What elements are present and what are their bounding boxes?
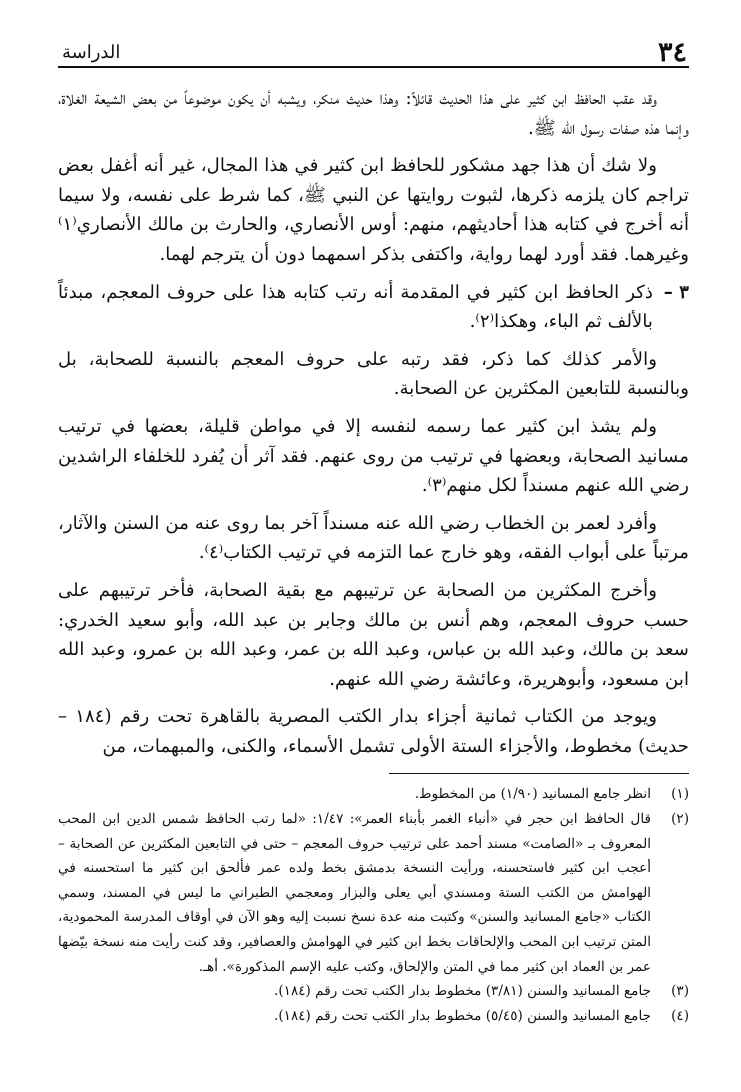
paragraph: ولا شك أن هذا جهد مشكور للحافظ ابن كثير في هذا المجال، غير أنه أغفل بعض تراجم كان يلزمه ذكرها، لثبوت روايتها عن النبي ﷺ، كما شرط على نفسه، ولا سيما أنه أخرج في كتابه هذا أحاديثهم، منهم: أوس الأنصاري، والحارث بن مالك الأنصاري⁽١⁾ وغيرهما. فقد أورد لهما رواية، واكتفى بذكر اسمهما دون أن يترجم لهما. (58, 155, 689, 265)
page-number: ٣٤ (657, 37, 687, 68)
footnote-text: جامع المسانيد والسنن (٣/٨١) مخطوط بدار الكتب تحت رقم (١٨٤). (274, 983, 651, 1000)
footnote-text: انظر جامع المسانيد (١/٩٠) من المخطوط. (414, 786, 651, 803)
footnote-number: (١) (671, 786, 689, 803)
footnote-text: جامع المسانيد والسنن (٥/٤٥) مخطوط بدار الكتب تحت رقم (١٨٤). (274, 1007, 651, 1024)
paragraph: ويوجد من الكتاب ثمانية أجزاء بدار الكتب المصرية بالقاهرة تحت رقم (١٨٤ – حديث) مخطوط، والأجزاء الستة الأولى تشمل الأسماء، والكنى، والمبهمات، من (58, 706, 689, 757)
paragraph: وقد عقب الحافظ ابن كثير على هذا الحديث قائلاً: وهذا حديث منكر، ويشبه أن يكون موضوعاً من بعض الشيعة الغلاة، وإنما هذه صفات رسول الله ﷺ. (58, 88, 689, 139)
book-page (58, 30, 689, 1072)
footnote (58, 1004, 689, 1029)
paragraph: ولم يشذ ابن كثير عما رسمه لنفسه إلا في مواطن قليلة، بعضها في ترتيب مسانيد الصحابة، وبعضها في ترتيب من روى عنهم. فقد آثر أن يُفرد للخلفاء الراشدين رضي الله عنهم مسنداً لكل منهم⁽٣⁾. (58, 415, 689, 497)
main-text (58, 84, 689, 761)
page-header (58, 30, 689, 68)
footnotes (58, 782, 689, 1028)
footnote-number: (٢) (671, 811, 689, 828)
footnote (58, 979, 689, 1004)
item-number: ٣ – (663, 281, 689, 303)
running-title: الدراسة (62, 42, 121, 63)
footnote-divider (389, 773, 689, 774)
paragraph: ذكر الحافظ ابن كثير في المقدمة أنه رتب كتابه هذا على حروف المعجم، مبدئاً بالألف ثم الباء، وهكذا⁽٢⁾. (58, 281, 653, 333)
footnote (58, 782, 689, 807)
footnote-text: قال الحافظ ابن حجر في «أنباء الغمر بأبناء العمر»: ١/٤٧: «لما رتب الحافظ شمس الدين ابن المحب المعروف بـ «الصامت» مسند أحمد على ترتيب حروف المعجم – حتى في التابعين المكثرين عن الصحابة – أعجب ابن كثير فاستحسنه، ورأيت النسخة بدمشق بخط ولده عمر فألحق ابن كثير ما استحسنه في الهوامش من الكتب الستة ومسندي أبي يعلى والبزار ومعجمي الطبراني ما ليس في المسند، وسمي الكتاب «جامع المسانيد والسنن» وكتبت منه عدة نسخ نسبت إليه وهو الآن في أوقاف المدرسة المحمودية، المتن ترتيب ابن المحب والإلحاقات بخط ابن كثير في الهوامش والعصافير، وقد كنت رأيت منه نسخة بيّضها عمر بن العماد ابن كثير مما في المتن والإلحاق، وكتب عليه الإسم المذكورة». أهـ. (58, 811, 651, 975)
footnote (58, 807, 689, 979)
paragraph: وأخرج المكثرين من الصحابة عن ترتيبهم مع بقية الصحابة، فأخر ترتيبهم على حسب حروف المعجم، وهم أنس بن مالك وجابر بن عبد الله، وأبو سعيد الخدري: سعد بن مالك، وعبد الله بن عباس، وعبد الله بن عمر، وعبد الله بن عمرو، وعبد الله ابن مسعود، وأبوهريرة، وعائشة رضي الله عنهم. (58, 579, 689, 690)
paragraph: وأفرد لعمر بن الخطاب رضي الله عنه مسنداً آخر بما روى عنه من السنن والآثار، مرتباً على أبواب الفقه، وهو خارج عما التزمه في ترتيب الكتاب⁽٤⁾. (58, 512, 689, 564)
footnote-number: (٤) (671, 1007, 689, 1024)
numbered-paragraph (58, 278, 689, 337)
paragraph: والأمر كذلك كما ذكر، فقد رتبه على حروف المعجم بالنسبة للصحابة، بل وبالنسبة للتابعين المكثرين عن الصحابة. (58, 348, 689, 400)
footnote-number: (٣) (671, 983, 689, 1000)
